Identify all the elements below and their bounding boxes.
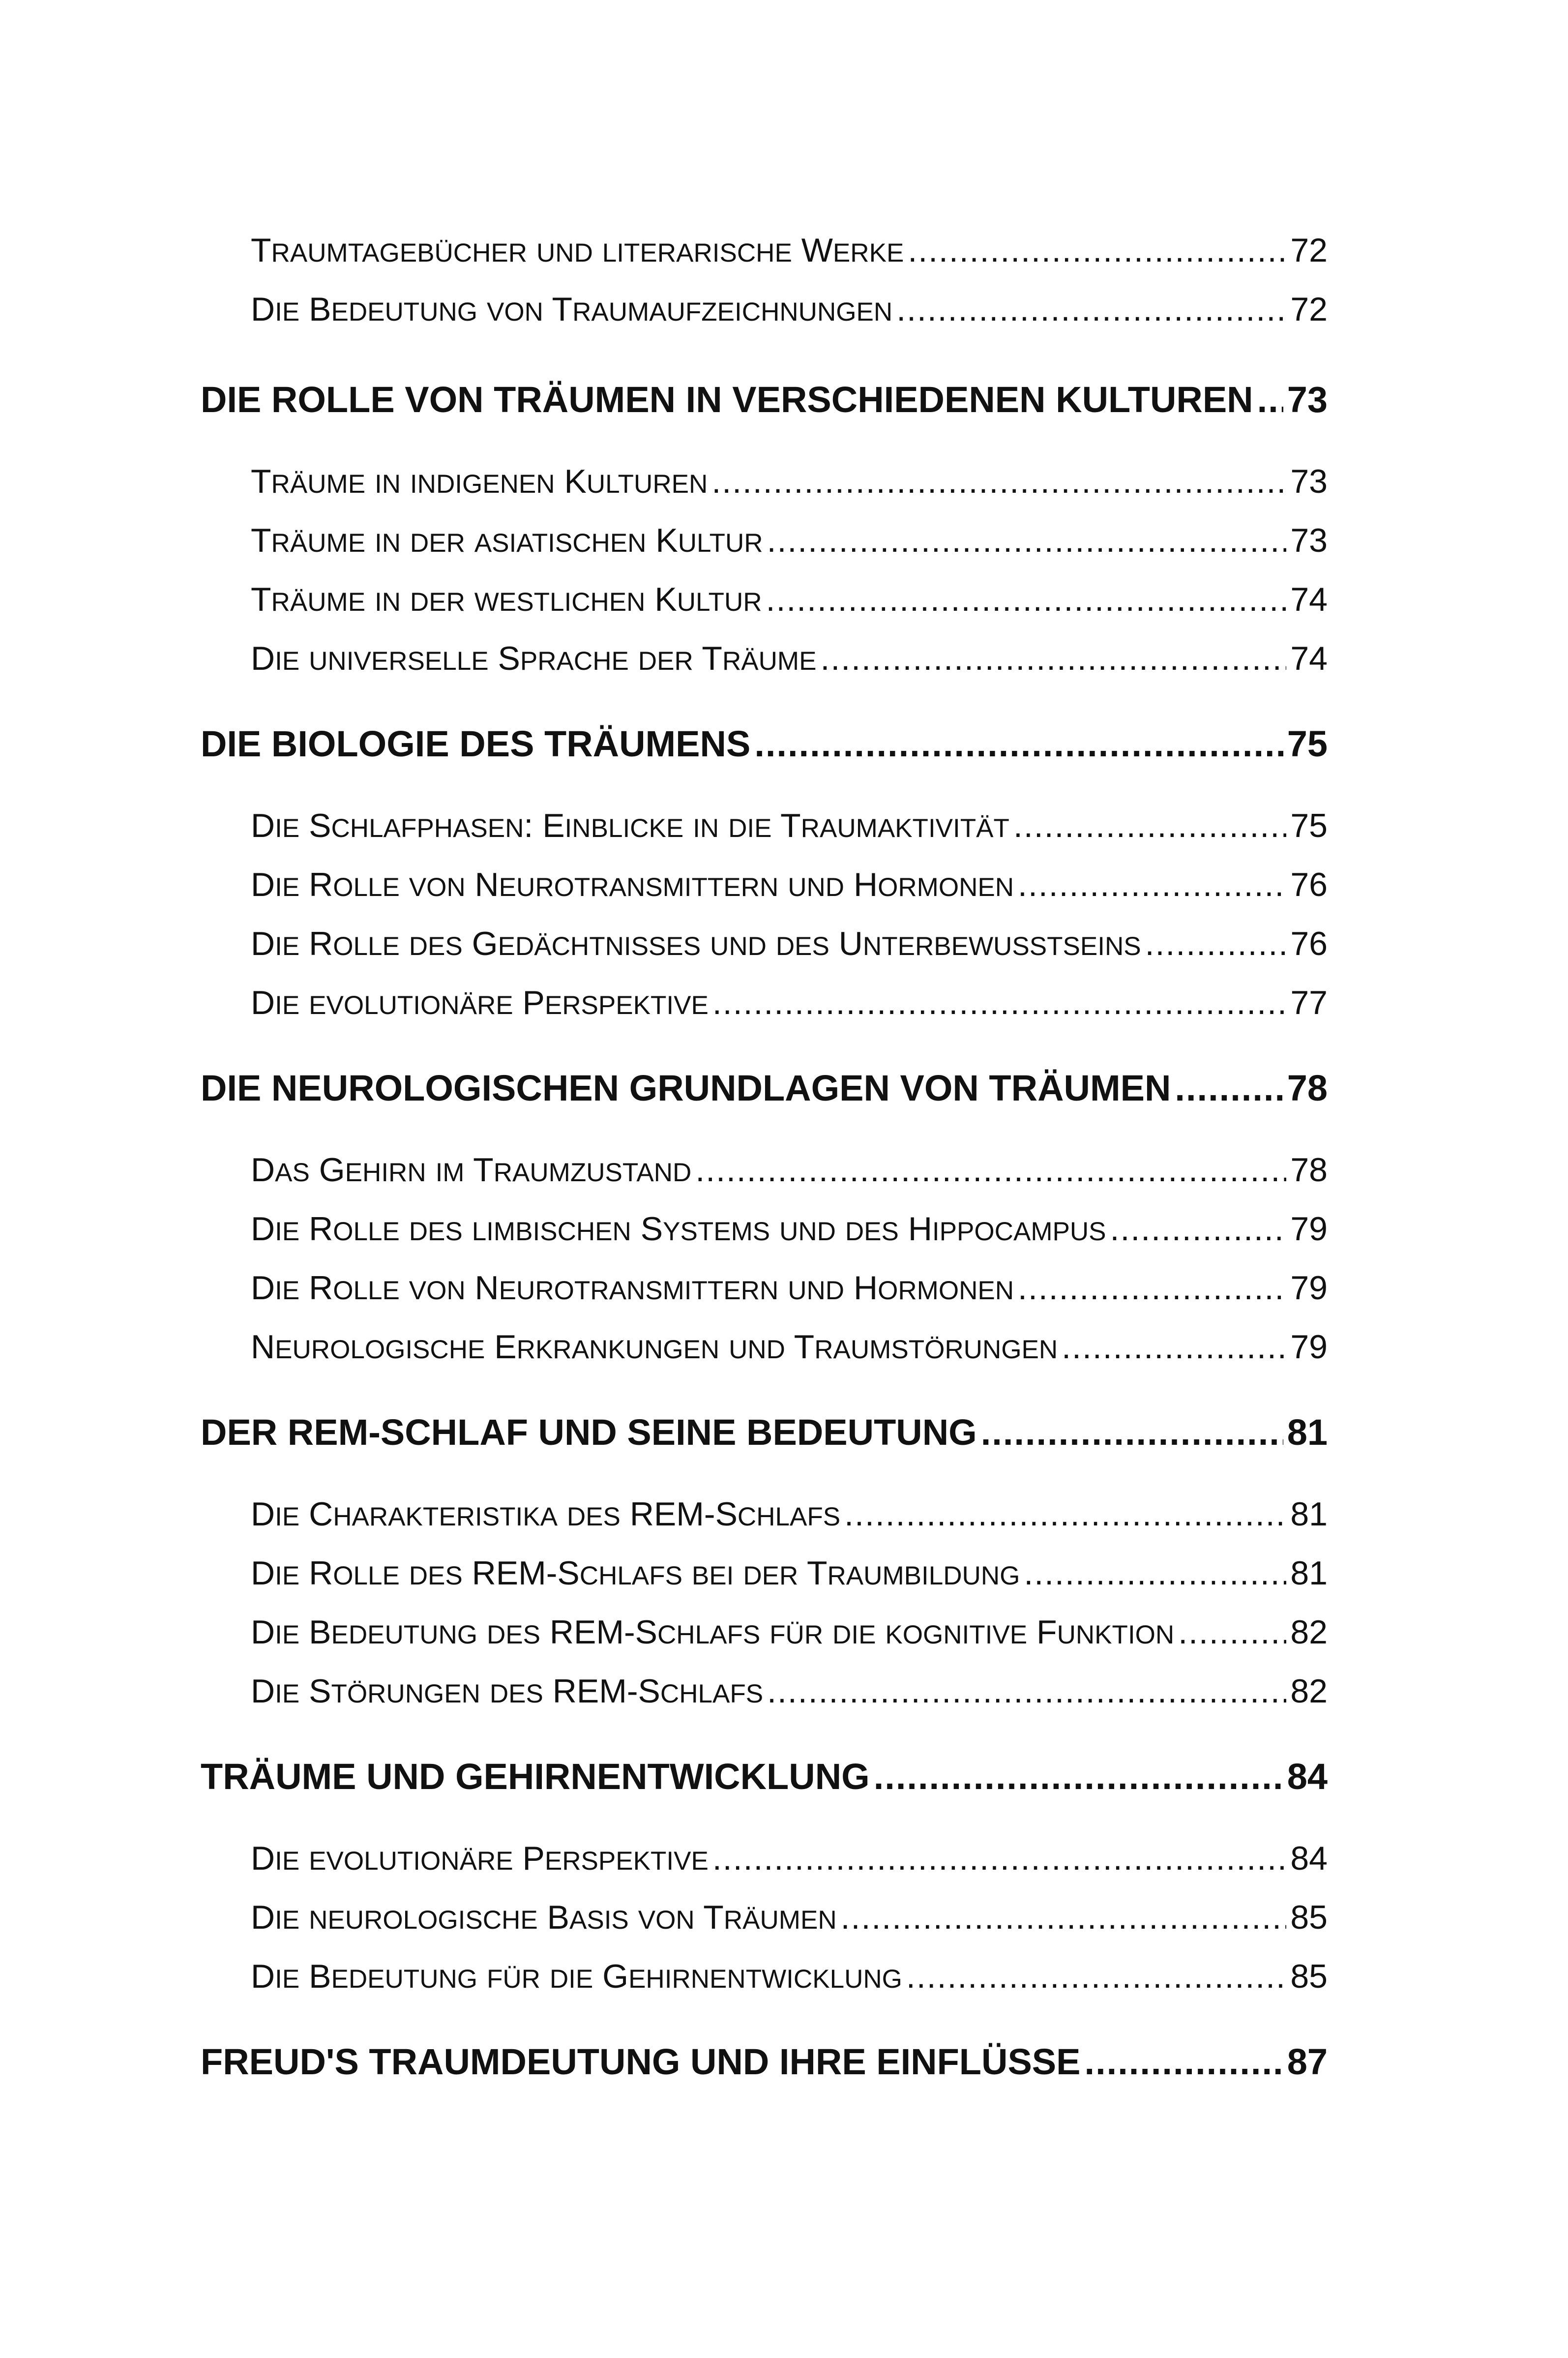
entry-title: TRAUMTAGEBÜCHER UND LITERARISCHE WERKE bbox=[251, 232, 904, 269]
dot-leader bbox=[1085, 2041, 1283, 2083]
dot-leader bbox=[981, 1411, 1283, 1453]
page-number: 73 bbox=[1290, 463, 1328, 500]
entry-title: TRÄUME IN DER ASIATISCHEN KULTUR bbox=[251, 522, 763, 559]
page-number: 73 bbox=[1290, 522, 1328, 559]
dot-leader bbox=[844, 1495, 1286, 1533]
entry-title: TRÄUME UND GEHIRNENTWICKLUNG bbox=[201, 1756, 870, 1797]
toc-section-entry bbox=[251, 925, 1328, 974]
toc-chapter-entry bbox=[201, 1411, 1328, 1465]
entry-title: DIE ROLLE DES LIMBISCHEN SYSTEMS UND DES HIPPOCAMPUS bbox=[251, 1210, 1106, 1248]
toc-chapter-entry bbox=[201, 723, 1328, 777]
dot-leader bbox=[1145, 925, 1287, 963]
dot-leader bbox=[820, 639, 1286, 678]
dot-leader bbox=[1024, 1554, 1286, 1592]
toc-section-entry bbox=[251, 1613, 1328, 1662]
page-number: 73 bbox=[1287, 379, 1328, 420]
entry-title: DIE UNIVERSELLE SPRACHE DER TRÄUME bbox=[251, 640, 817, 677]
dot-leader bbox=[1178, 1613, 1286, 1651]
toc-section-entry bbox=[251, 580, 1328, 629]
page-number: 81 bbox=[1290, 1495, 1328, 1533]
toc-section-entry bbox=[251, 1495, 1328, 1544]
page-number: 79 bbox=[1290, 1210, 1328, 1248]
dot-leader bbox=[766, 580, 1287, 619]
page-number: 81 bbox=[1290, 1554, 1328, 1592]
toc-section-entry bbox=[251, 1328, 1328, 1377]
page-number: 85 bbox=[1290, 1899, 1328, 1936]
dot-leader bbox=[754, 723, 1283, 765]
entry-title: TRÄUME IN DER WESTLICHEN KULTUR bbox=[251, 581, 762, 618]
entry-title: DIE ROLLE DES REM-SCHLAFS BEI DER TRAUMBILDUNG bbox=[251, 1554, 1020, 1592]
page-number: 84 bbox=[1290, 1840, 1328, 1877]
entry-title: DIE BIOLOGIE DES TRÄUMENS bbox=[201, 723, 751, 764]
page-number: 76 bbox=[1290, 925, 1328, 962]
toc-section-entry bbox=[251, 1210, 1328, 1259]
dot-leader bbox=[874, 1756, 1283, 1797]
page-number: 74 bbox=[1290, 581, 1328, 618]
dot-leader bbox=[896, 290, 1286, 328]
dot-leader bbox=[767, 1672, 1286, 1710]
toc-section-entry bbox=[251, 1554, 1328, 1603]
page-number: 85 bbox=[1290, 1958, 1328, 1995]
dot-leader bbox=[711, 462, 1286, 501]
entry-title: DIE EVOLUTIONÄRE PERSPEKTIVE bbox=[251, 1840, 709, 1877]
toc-section-entry bbox=[251, 231, 1328, 280]
toc-section-entry bbox=[251, 1957, 1328, 2006]
toc-section-entry bbox=[251, 290, 1328, 339]
toc-section-entry bbox=[251, 1672, 1328, 1721]
page-number: 75 bbox=[1287, 723, 1328, 764]
entry-title: FREUD'S TRAUMDEUTUNG UND IHRE EINFLÜSSE bbox=[201, 2041, 1081, 2082]
dot-leader bbox=[1110, 1210, 1287, 1248]
entry-title: DIE BEDEUTUNG FÜR DIE GEHIRNENTWICKLUNG bbox=[251, 1958, 902, 1995]
dot-leader bbox=[908, 231, 1286, 269]
page-number: 78 bbox=[1290, 1151, 1328, 1189]
toc-section-entry bbox=[251, 521, 1328, 570]
page-number: 77 bbox=[1290, 984, 1328, 1021]
toc-section-entry bbox=[251, 639, 1328, 688]
entry-title: DIE BEDEUTUNG VON TRAUMAUFZEICHNUNGEN bbox=[251, 291, 893, 328]
toc-chapter-entry bbox=[201, 379, 1328, 433]
entry-title: DIE SCHLAFPHASEN: EINBLICKE IN DIE TRAUMAKTIVITÄT bbox=[251, 807, 1009, 844]
toc-section-entry bbox=[251, 462, 1328, 511]
dot-leader bbox=[695, 1151, 1286, 1189]
page-number: 84 bbox=[1287, 1756, 1328, 1797]
toc-chapter-entry bbox=[201, 1756, 1328, 1810]
toc-chapter-entry bbox=[201, 1067, 1328, 1121]
page-number: 79 bbox=[1290, 1328, 1328, 1366]
page-number: 82 bbox=[1290, 1672, 1328, 1710]
entry-title: DER REM-SCHLAF UND SEINE BEDEUTUNG bbox=[201, 1412, 977, 1453]
page-number: 74 bbox=[1290, 640, 1328, 677]
page-number: 76 bbox=[1290, 866, 1328, 903]
entry-title: DIE ROLLE DES GEDÄCHTNISSES UND DES UNTERBEWUSSTSEINS bbox=[251, 925, 1141, 962]
dot-leader bbox=[1018, 1269, 1286, 1307]
toc-section-entry bbox=[251, 984, 1328, 1033]
toc-chapter-entry bbox=[201, 2041, 1328, 2095]
page-number: 72 bbox=[1290, 232, 1328, 269]
page-number: 75 bbox=[1290, 807, 1328, 844]
dot-leader bbox=[1175, 1067, 1283, 1109]
entry-title: DIE CHARAKTERISTIKA DES REM-SCHLAFS bbox=[251, 1495, 841, 1533]
dot-leader bbox=[1018, 866, 1286, 904]
toc-section-entry bbox=[251, 1151, 1328, 1200]
page-number: 79 bbox=[1290, 1269, 1328, 1307]
page-number: 87 bbox=[1287, 2041, 1328, 2082]
dot-leader bbox=[712, 1839, 1286, 1878]
entry-title: DIE ROLLE VON NEUROTRANSMITTERN UND HORMONEN bbox=[251, 866, 1014, 903]
dot-leader bbox=[712, 984, 1286, 1022]
toc-section-entry bbox=[251, 1839, 1328, 1888]
dot-leader bbox=[841, 1898, 1287, 1937]
entry-title: TRÄUME IN INDIGENEN KULTUREN bbox=[251, 463, 708, 500]
toc-section-entry bbox=[251, 1269, 1328, 1318]
entry-title: DAS GEHIRN IM TRAUMZUSTAND bbox=[251, 1151, 692, 1189]
dot-leader bbox=[1257, 379, 1283, 420]
dot-leader bbox=[767, 521, 1287, 560]
entry-title: DIE ROLLE VON TRÄUMEN IN VERSCHIEDENEN KULTUREN bbox=[201, 379, 1253, 420]
toc-section-entry bbox=[251, 1898, 1328, 1947]
entry-title: DIE NEUROLOGISCHE BASIS VON TRÄUMEN bbox=[251, 1899, 837, 1936]
toc-section-entry bbox=[251, 866, 1328, 915]
entry-title: DIE EVOLUTIONÄRE PERSPEKTIVE bbox=[251, 984, 709, 1021]
entry-title: DIE STÖRUNGEN DES REM-SCHLAFS bbox=[251, 1672, 764, 1710]
page-number: 78 bbox=[1287, 1068, 1328, 1108]
page-number: 72 bbox=[1290, 291, 1328, 328]
page-number: 81 bbox=[1287, 1412, 1328, 1453]
entry-title: DIE ROLLE VON NEUROTRANSMITTERN UND HORMONEN bbox=[251, 1269, 1014, 1307]
dot-leader bbox=[1062, 1328, 1286, 1366]
dot-leader bbox=[906, 1957, 1286, 1996]
dot-leader bbox=[1013, 806, 1286, 845]
toc-section-entry bbox=[251, 806, 1328, 856]
entry-title: DIE NEUROLOGISCHEN GRUNDLAGEN VON TRÄUMEN bbox=[201, 1068, 1171, 1108]
page-number: 82 bbox=[1290, 1613, 1328, 1651]
entry-title: NEUROLOGISCHE ERKRANKUNGEN UND TRAUMSTÖRUNGEN bbox=[251, 1328, 1058, 1366]
entry-title: DIE BEDEUTUNG DES REM-SCHLAFS FÜR DIE KOGNITIVE FUNKTION bbox=[251, 1613, 1175, 1651]
